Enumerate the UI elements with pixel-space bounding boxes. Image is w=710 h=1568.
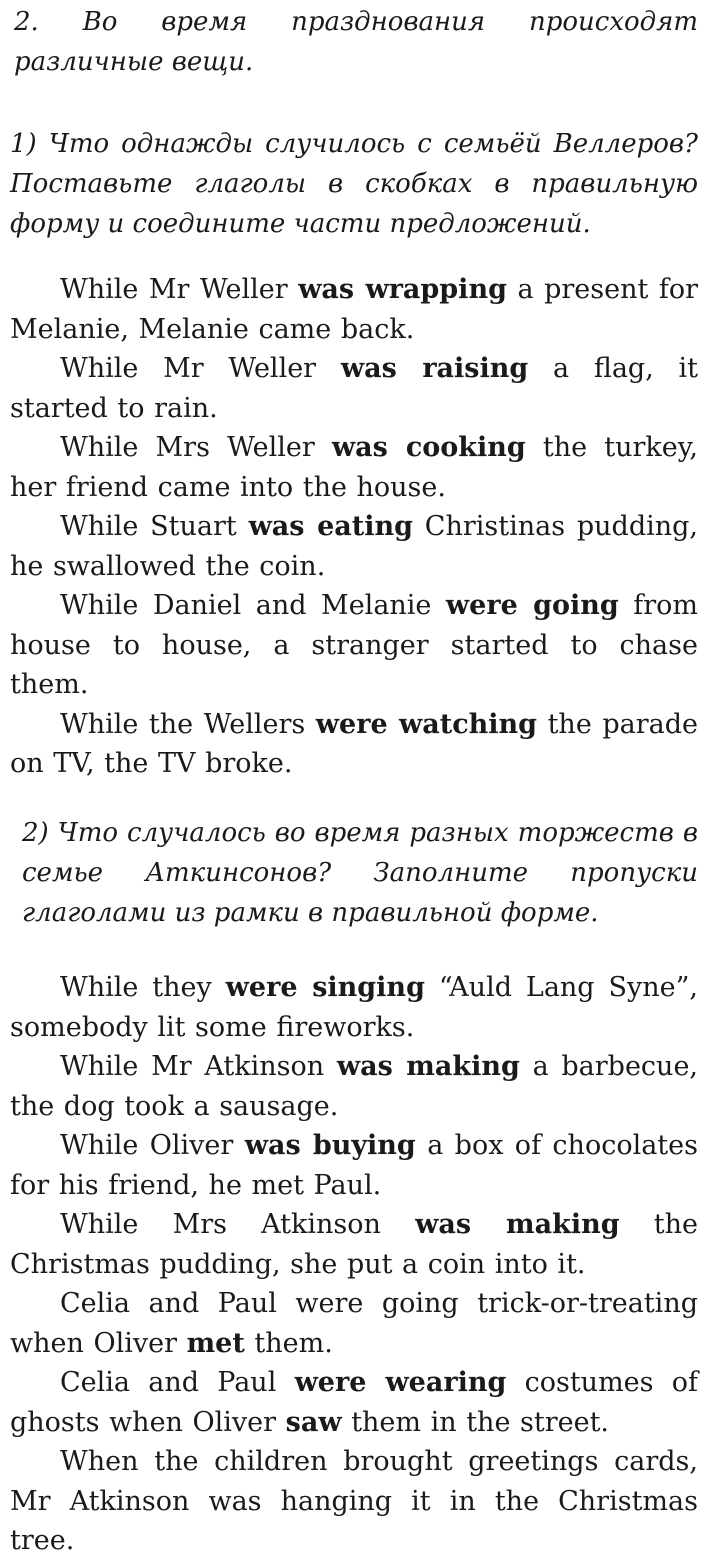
task-heading: 2. Во время празднования происходят различные вещи. bbox=[14, 7, 698, 77]
verb-answer: were going bbox=[445, 590, 619, 621]
part2-sentence-3: While Oliver was buying a box of chocolates for his friend, he met Paul. bbox=[10, 1130, 698, 1201]
part1-instruction: 1) Что однажды случилось с семьёй Веллеров? Поставьте глаголы в скобках в правильную форму и соедините части предложений. bbox=[10, 129, 698, 239]
part1-sentence-4: While Stuart was eating Christinas pudding, he swallowed the coin. bbox=[10, 511, 698, 582]
part1-sentence-2: While Mr Weller was raising a flag, it started to rain. bbox=[10, 353, 699, 424]
verb-answer: was eating bbox=[248, 511, 414, 542]
verb-answer: was wrapping bbox=[298, 274, 507, 305]
part2-sentence-list bbox=[10, 968, 698, 1561]
verb-answer: was making bbox=[415, 1209, 620, 1240]
part2-sentence-7: When the children brought greetings cards, Mr Atkinson was hanging it in the Christmas tree. bbox=[10, 1446, 698, 1556]
part2-sentence-4: While Mrs Atkinson was making the Christmas pudding, she put a coin into it. bbox=[10, 1209, 698, 1280]
part2-sentence-6: Celia and Paul were wearing costumes of ghosts when Oliver saw them in the street. bbox=[10, 1367, 698, 1438]
verb-answer: were wearing bbox=[294, 1367, 507, 1398]
part2-sentence-2: While Mr Atkinson was making a barbecue, the dog took a sausage. bbox=[10, 1051, 699, 1122]
verb-answer: was cooking bbox=[331, 432, 526, 463]
verb-answer: was raising bbox=[340, 353, 529, 384]
part2-sentence-5: Celia and Paul were going trick-or-treating when Oliver met them. bbox=[10, 1288, 698, 1359]
part2-instruction: 2) Что случалось во время разных торжеств в семье Аткинсонов? Заполните пропуски глаголами из рамки в правильной форме. bbox=[22, 818, 698, 928]
verb-answer: met bbox=[186, 1327, 245, 1359]
verb-answer: was making bbox=[336, 1051, 520, 1082]
part1-sentence-3: While Mrs Weller was cooking the turkey, her friend came into the house. bbox=[10, 432, 699, 503]
part1-sentence-1: While Mr Weller was wrapping a present for Melanie, Melanie came back. bbox=[10, 274, 699, 345]
part2-sentence-1: While they were singing “Auld Lang Syne”, somebody lit some fireworks. bbox=[10, 972, 698, 1043]
part1-sentence-list bbox=[10, 270, 698, 784]
verb-answer: were watching bbox=[315, 708, 538, 740]
verb-answer: was buying bbox=[244, 1130, 416, 1161]
part1-sentence-5: While Daniel and Melanie were going from house to house, a stranger started to chase them. bbox=[10, 590, 698, 700]
verb-answer: saw bbox=[285, 1406, 342, 1438]
verb-answer: were singing bbox=[225, 972, 425, 1003]
part1-sentence-6: While the Wellers were watching the parade on TV, the TV broke. bbox=[10, 708, 698, 779]
